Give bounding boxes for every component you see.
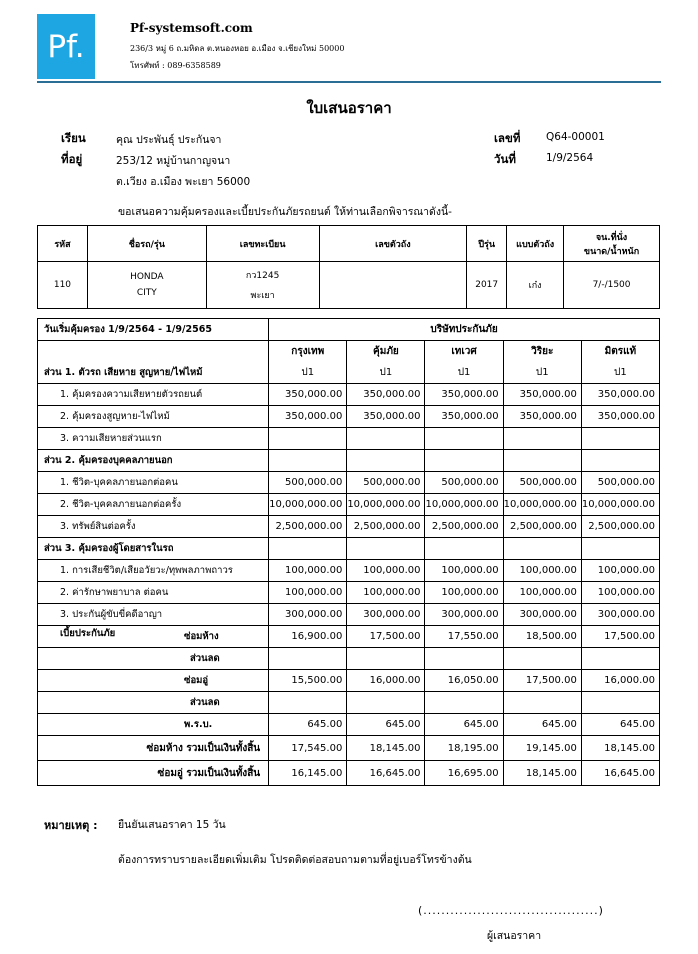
policy-type: ป1 [425, 362, 503, 384]
coverage-value: 350,000.00 [347, 384, 425, 406]
header-divider [37, 81, 661, 83]
vehicle-header-cell: แบบตัวถัง [507, 226, 564, 262]
empty-cell [581, 450, 659, 472]
remark-validity: ยืนยันเสนอราคา 15 วัน [118, 819, 226, 831]
coverage-value: 350,000.00 [581, 384, 659, 406]
signature-label: ผู้เสนอราคา [487, 930, 542, 942]
total-label: ซ่อมห้าง รวมเป็นเงินทั้งสิ้น [38, 736, 269, 761]
coverage-value: 350,000.00 [425, 384, 503, 406]
premium-label-cell [38, 626, 269, 648]
vehicle-plate-cell [206, 262, 319, 309]
coverage-value: 300,000.00 [503, 604, 581, 626]
empty-cell [269, 538, 347, 560]
total-value: 16,645.00 [581, 761, 659, 786]
coverage-label: 3. ทรัพย์สินต่อครั้ง [38, 516, 269, 538]
vehicle-data-row [38, 262, 660, 309]
empty-cell [347, 538, 425, 560]
to-label: เรียน [61, 131, 86, 145]
premium-type: ส่วนลด [190, 653, 220, 664]
coverage-value: 100,000.00 [503, 560, 581, 582]
coverage-value: 500,000.00 [581, 472, 659, 494]
vehicle-province: พะเยา [250, 291, 275, 301]
premium-value [503, 692, 581, 714]
premium-value: 17,550.00 [425, 626, 503, 648]
premium-type: ซ่อมอู่ [184, 675, 209, 686]
premium-value [425, 692, 503, 714]
coverage-value: 500,000.00 [347, 472, 425, 494]
vehicle-brand: HONDA [130, 272, 164, 282]
doc-date-label: วันที่ [494, 152, 516, 166]
policy-type: ป1 [503, 362, 581, 384]
doc-date: 1/9/2564 [546, 152, 594, 164]
coverage-value: 2,500,000.00 [269, 516, 347, 538]
coverage-value: 100,000.00 [347, 582, 425, 604]
coverage-value: 10,000,000.00 [503, 494, 581, 516]
vehicle-table [37, 225, 660, 309]
policy-type: ป1 [269, 362, 347, 384]
section-2-title: ส่วน 2. คุ้มครองบุคคลภายนอก [38, 450, 269, 472]
coverage-value: 10,000,000.00 [347, 494, 425, 516]
customer-name: คุณ ประพันธ์ุ ประกันจา [116, 134, 222, 146]
coverage-value [347, 428, 425, 450]
coverage-table [37, 318, 660, 786]
total-value: 18,145.00 [581, 736, 659, 761]
company-logo [37, 14, 95, 79]
weight-header: ขนาด/น้ำหนัก [583, 246, 640, 257]
coverage-value: 2,500,000.00 [581, 516, 659, 538]
coverage-label: 1. การเสียชีวิต/เสียอวัยวะ/ทุพพลภาพถาวร [38, 560, 269, 582]
premium-value: 17,500.00 [581, 626, 659, 648]
coverage-value [503, 428, 581, 450]
insurer-name: คุ้มภัย [347, 341, 425, 363]
empty-cell [347, 450, 425, 472]
premium-row [38, 670, 660, 692]
coverage-period-row [38, 319, 660, 341]
premium-value [503, 648, 581, 670]
vehicle-code: 110 [38, 262, 88, 309]
vehicle-header-cell [564, 226, 660, 262]
coverage-row [38, 494, 660, 516]
total-row [38, 761, 660, 786]
coverage-label: 2. ชีวิต-บุคคลภายนอกต่อครั้ง [38, 494, 269, 516]
section-3-title: ส่วน 3. คุ้มครองผู้โดยสารในรถ [38, 538, 269, 560]
premium-type: พ.ร.บ. [184, 719, 213, 730]
total-value: 17,545.00 [269, 736, 347, 761]
coverage-value: 2,500,000.00 [503, 516, 581, 538]
section-3-title-row [38, 538, 660, 560]
total-value: 16,695.00 [425, 761, 503, 786]
empty-cell [503, 538, 581, 560]
remark-contact: ต้องการทราบรายละเอียดเพิ่มเติม โปรดติดต่อสอบถามตามที่อยู่เบอร์โทรข้างต้น [118, 854, 472, 866]
coverage-value: 100,000.00 [581, 582, 659, 604]
policy-type: ป1 [581, 362, 659, 384]
customer-address-line2: ต.เวียง อ.เมือง พะเยา 56000 [116, 176, 251, 188]
coverage-period: วันเริ่มคุ้มครอง 1/9/2564 - 1/9/2565 [38, 319, 269, 341]
coverage-value [425, 428, 503, 450]
empty-cell [425, 450, 503, 472]
coverage-row [38, 406, 660, 428]
premium-value: 15,500.00 [269, 670, 347, 692]
total-row [38, 736, 660, 761]
customer-address-line1: 253/12 หมู่บ้านกาญจนา [116, 155, 231, 167]
premium-row [38, 692, 660, 714]
premium-value: 16,900.00 [269, 626, 347, 648]
coverage-label: 2. คุ้มครองสูญหาย-ไฟไหม้ [38, 406, 269, 428]
premium-value: 17,500.00 [503, 670, 581, 692]
section-2-title-row [38, 450, 660, 472]
vehicle-year: 2017 [467, 262, 507, 309]
total-value: 18,145.00 [347, 736, 425, 761]
premium-type: ซ่อมห้าง [184, 631, 219, 642]
section-1-title: ส่วน 1. ตัวรถ เสียหาย สูญหาย/ไฟไหม้ [38, 362, 269, 384]
company-name: Pf-systemsoft.com [130, 21, 253, 35]
vehicle-body: เก๋ง [507, 262, 564, 309]
coverage-value: 100,000.00 [425, 582, 503, 604]
vehicle-header-cell: เลขทะเบียน [206, 226, 319, 262]
premium-value: 645.00 [425, 714, 503, 736]
policy-type-row [38, 362, 660, 384]
vehicle-header-cell: เลขตัวถัง [319, 226, 467, 262]
empty-cell [503, 450, 581, 472]
premium-value: 645.00 [581, 714, 659, 736]
insurer-name-row [38, 341, 660, 363]
coverage-value: 100,000.00 [269, 560, 347, 582]
premium-value [269, 648, 347, 670]
total-value: 18,195.00 [425, 736, 503, 761]
vehicle-plate: กว1245 [245, 271, 280, 281]
coverage-label: 3. ประกันผู้ขับขี่คดีอาญา [38, 604, 269, 626]
policy-type: ป1 [347, 362, 425, 384]
coverage-row [38, 384, 660, 406]
premium-row [38, 626, 660, 648]
blank-cell [38, 341, 269, 363]
coverage-value: 350,000.00 [581, 406, 659, 428]
coverage-row [38, 604, 660, 626]
company-header: บริษัทประกันภัย [269, 319, 660, 341]
address-label: ที่อยู่ [61, 152, 83, 166]
coverage-value: 350,000.00 [503, 384, 581, 406]
premium-value: 18,500.00 [503, 626, 581, 648]
document-title: ใบเสนอราคา [306, 99, 392, 117]
coverage-value: 100,000.00 [503, 582, 581, 604]
coverage-value: 300,000.00 [425, 604, 503, 626]
premium-label-cell [38, 714, 269, 736]
remark-label: หมายเหตุ : [44, 819, 98, 832]
coverage-value: 500,000.00 [503, 472, 581, 494]
coverage-value: 100,000.00 [425, 560, 503, 582]
coverage-value: 10,000,000.00 [425, 494, 503, 516]
coverage-value: 300,000.00 [581, 604, 659, 626]
coverage-value: 100,000.00 [269, 582, 347, 604]
empty-cell [581, 538, 659, 560]
premium-label-cell [38, 670, 269, 692]
coverage-value: 300,000.00 [269, 604, 347, 626]
vehicle-chassis [319, 262, 467, 309]
coverage-value: 10,000,000.00 [581, 494, 659, 516]
coverage-value: 10,000,000.00 [269, 494, 347, 516]
premium-label-cell [38, 692, 269, 714]
coverage-label: 1. ชีวิต-บุคคลภายนอกต่อคน [38, 472, 269, 494]
signature-line: (.......................................) [418, 904, 604, 917]
coverage-value: 100,000.00 [347, 560, 425, 582]
premium-value: 645.00 [347, 714, 425, 736]
coverage-value: 350,000.00 [269, 384, 347, 406]
insurer-name: มิตรแท้ [581, 341, 659, 363]
coverage-value: 300,000.00 [347, 604, 425, 626]
coverage-label: 2. ค่ารักษาพยาบาล ต่อคน [38, 582, 269, 604]
vehicle-header-cell: ปีรุ่น [467, 226, 507, 262]
coverage-value: 350,000.00 [425, 406, 503, 428]
premium-value [269, 692, 347, 714]
premium-value: 16,000.00 [347, 670, 425, 692]
coverage-value: 100,000.00 [581, 560, 659, 582]
insurer-name: วิริยะ [503, 341, 581, 363]
coverage-row [38, 472, 660, 494]
premium-value [581, 692, 659, 714]
doc-number-label: เลขที่ [494, 131, 521, 145]
vehicle-seat-weight: 7/-/1500 [564, 262, 660, 309]
premium-value: 645.00 [503, 714, 581, 736]
coverage-value [581, 428, 659, 450]
coverage-value: 500,000.00 [269, 472, 347, 494]
coverage-value: 2,500,000.00 [425, 516, 503, 538]
premium-row [38, 648, 660, 670]
logo-text: Pf. [47, 28, 85, 65]
doc-number: Q64-00001 [546, 131, 605, 143]
total-value: 16,145.00 [269, 761, 347, 786]
coverage-row [38, 428, 660, 450]
premium-title: เบี้ยประกันภัย [60, 628, 116, 639]
vehicle-name-cell [87, 262, 206, 309]
total-value: 16,645.00 [347, 761, 425, 786]
vehicle-header-cell: ชื่อรถ/รุ่น [87, 226, 206, 262]
insurer-name: เทเวศ [425, 341, 503, 363]
insurer-name: กรุงเทพ [269, 341, 347, 363]
premium-value [581, 648, 659, 670]
premium-label-cell [38, 648, 269, 670]
vehicle-model: CITY [136, 288, 157, 298]
vehicle-header-cell: รหัส [38, 226, 88, 262]
premium-value [347, 648, 425, 670]
company-phone: โทรศัพท์ : 089-6358589 [130, 61, 221, 70]
premium-type: ส่วนลด [190, 697, 220, 708]
coverage-row [38, 582, 660, 604]
total-value: 18,145.00 [503, 761, 581, 786]
total-label: ซ่อมอู่ รวมเป็นเงินทั้งสิ้น [38, 761, 269, 786]
coverage-label: 3. ความเสียหายส่วนแรก [38, 428, 269, 450]
premium-row [38, 714, 660, 736]
intro-text: ขอเสนอความคุ้มครองและเบี้ยประกันภัยรถยนต์ ให้ท่านเลือกพิจารณาดังนี้- [118, 206, 452, 218]
empty-cell [425, 538, 503, 560]
premium-value: 645.00 [269, 714, 347, 736]
premium-value: 16,000.00 [581, 670, 659, 692]
coverage-value: 350,000.00 [347, 406, 425, 428]
premium-value [425, 648, 503, 670]
coverage-value [269, 428, 347, 450]
vehicle-header-row [38, 226, 660, 262]
seat-header: จน.ที่นั่ง [595, 232, 628, 243]
coverage-value: 2,500,000.00 [347, 516, 425, 538]
premium-value [347, 692, 425, 714]
coverage-value: 350,000.00 [269, 406, 347, 428]
coverage-row [38, 516, 660, 538]
coverage-row [38, 560, 660, 582]
coverage-value: 350,000.00 [503, 406, 581, 428]
premium-value: 16,050.00 [425, 670, 503, 692]
company-address: 236/3 หมู่ 6 ถ.มหิดล ต.หนองหอย อ.เมือง จ.เชียงใหม่ 50000 [130, 44, 345, 53]
empty-cell [269, 450, 347, 472]
premium-value: 17,500.00 [347, 626, 425, 648]
coverage-value: 500,000.00 [425, 472, 503, 494]
total-value: 19,145.00 [503, 736, 581, 761]
coverage-label: 1. คุ้มครองความเสียหายตัวรถยนต์ [38, 384, 269, 406]
